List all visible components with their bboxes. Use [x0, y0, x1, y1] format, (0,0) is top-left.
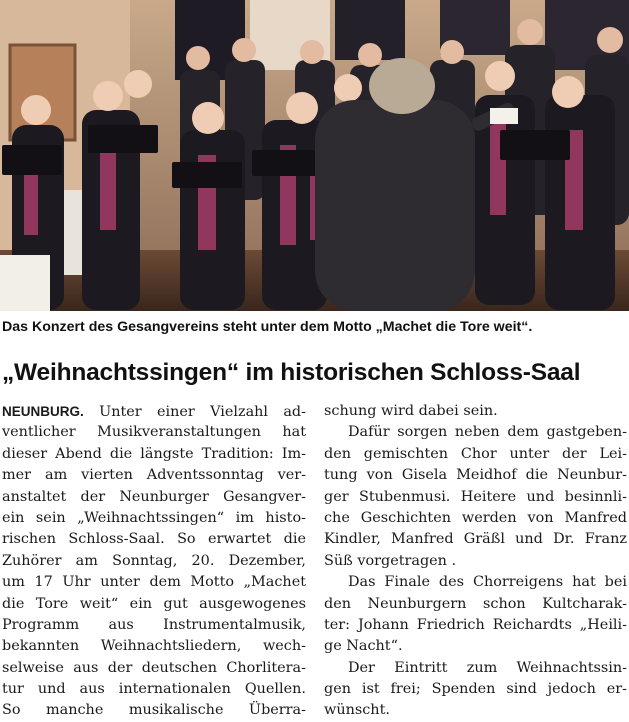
body-line: ter: Johann Friedrich Reichardts „Heili- [324, 616, 627, 633]
body-line: rischen Schloss-Saal. So erwartet die [2, 531, 306, 548]
body-line: mer am vierten Adventssonntag ver- [2, 467, 306, 484]
body-line: selweise aus der deutschen Chorlitera- [2, 659, 306, 676]
body-line: ge Nacht“. [324, 638, 403, 655]
body-line: anstaltet der Neunburger Gesangver- [2, 488, 306, 505]
body-line: dieser Abend die längste Tradition: Im- [2, 445, 306, 462]
body-line: Süß vorgetragen . [324, 552, 457, 569]
body-line: gen ist frei; Spenden sind jedoch er- [324, 681, 627, 698]
body-line: Kindler, Manfred Gräßl und Dr. Franz [324, 531, 627, 548]
body-line: die Tore weit“ ein gut ausgewogenes [2, 595, 306, 612]
body-line: ein sein „Weihnachtssingen“ im histo- [2, 509, 306, 526]
body-line: che Geschichten werden von Manfred [324, 509, 627, 526]
photo-caption: Das Konzert des Gesangvereins steht unter dem Motto „Machet die Tore weit“. [2, 319, 533, 335]
body-line: tur und aus internationalen Quellen. [2, 681, 306, 698]
body-line: Dafür sorgen neben dem gastgeben- [348, 424, 627, 441]
article-column-right [324, 401, 627, 722]
body-line: den gemischten Chor unter der Lei- [324, 445, 627, 462]
body-line: wünscht. [324, 702, 390, 719]
body-line: So manche musikalische Überra- [2, 702, 306, 719]
article-column-left [2, 401, 306, 722]
article-headline: „Weihnachtssingen“ im historischen Schloss-Saal [2, 359, 581, 386]
body-line: bekannten Weihnachtsliedern, wech- [2, 638, 306, 655]
body-line: ventlicher Musikveranstaltungen hat [2, 424, 306, 441]
body-line: schung wird dabei sein. [324, 403, 498, 419]
body-line: NEUNBURG. Unter einer Vielzahl ad- [2, 404, 306, 420]
body-line: um 17 Uhr unter dem Motto „Machet [2, 574, 306, 591]
body-line: ger Stubenmusi. Heitere und besinnli- [324, 488, 627, 505]
body-line: Das Finale des Chorreigens hat bei [348, 574, 627, 591]
body-line: Der Eintritt zum Weihnachtssin- [348, 659, 627, 676]
body-line: Zuhörer am Sonntag, 20. Dezember, [2, 552, 306, 569]
choir-photo [0, 0, 629, 311]
body-line: Programm aus Instrumentalmusik, [2, 616, 306, 633]
body-line: tung von Gisela Meidhof die Neunbur- [324, 467, 627, 484]
dateline: NEUNBURG. [2, 404, 84, 419]
body-line: den Neunburgern schon Kultcharak- [324, 595, 627, 612]
